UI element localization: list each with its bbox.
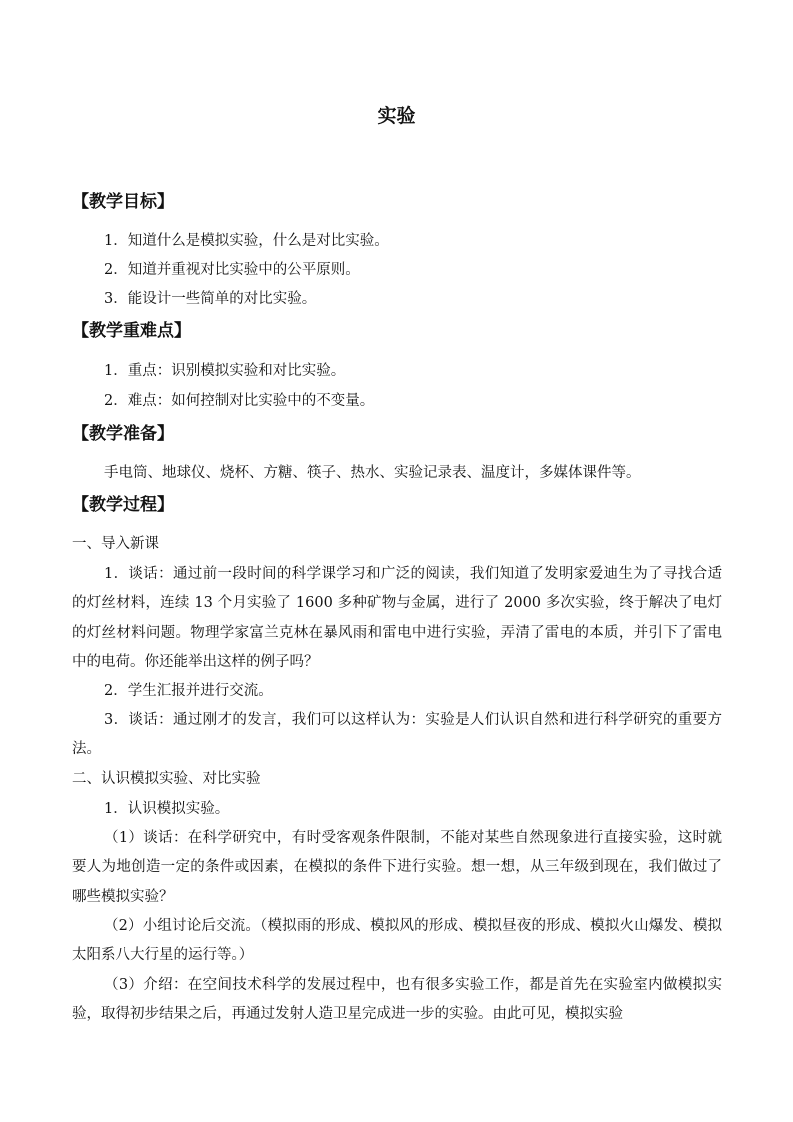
section-2-paragraph-2: （1）谈话：在科学研究中，有时受客观条件限制，不能对某些自然现象进行直接实验，这时就要人为地创造一定的条件或因素，在模拟的条件下进行实验。想一想，从三年级到现在，我们做过了哪些模拟实验？	[72, 830, 722, 905]
section-1-paragraph-2: 2．学生汇报并进行交流。	[104, 683, 273, 699]
keypoint-item-2: 2．难点：如何控制对比实验中的不变量。	[104, 393, 375, 409]
section-2-paragraph-1: 1．认识模拟实验。	[104, 801, 230, 817]
section-2-paragraph-4: （3）介绍：在空间技术科学的发展过程中，也有很多实验工作，都是首先在实验室内做模拟实验，取得初步结果之后，再通过发射人造卫星完成进一步的实验。由此可见，模拟实验	[72, 977, 722, 1023]
section-1-title: 一、导入新课	[72, 536, 159, 552]
keypoint-item-1: 1．重点：识别模拟实验和对比实验。	[104, 363, 346, 379]
section-1-paragraph-3: 3．谈话：通过刚才的发言，我们可以这样认为：实验是人们认识自然和进行科学研究的重要方法。	[72, 712, 722, 758]
prep-text: 手电筒、地球仪、烧杯、方糖、筷子、热水、实验记录表、温度计，多媒体课件等。	[104, 465, 641, 481]
goals-heading: 【教学目标】	[72, 192, 174, 212]
goal-item-1: 1．知道什么是模拟实验，什么是对比实验。	[104, 233, 389, 249]
goal-item-2: 2．知道并重视对比实验中的公平原则。	[104, 262, 360, 278]
process-heading: 【教学过程】	[72, 495, 174, 515]
keypoints-heading: 【教学重难点】	[72, 321, 191, 341]
goal-item-3: 3．能设计一些简单的对比实验。	[104, 291, 317, 307]
prep-heading: 【教学准备】	[72, 424, 174, 444]
section-1-paragraph-1: 1．谈话：通过前一段时间的科学课学习和广泛的阅读，我们知道了发明家爱迪生为了寻找合适的灯丝材料，连续 13 个月实验了 1600 多种矿物与金属，进行了 2000 多次实验，终于解决了电灯的灯丝材料问题。物理学家富兰克林在暴风雨和雷电中进行实验，弄清了雷电的本质，并引下了雷电中的电荷。你还能举出这样的例子吗？	[72, 566, 722, 671]
section-2-title: 二、认识模拟实验、对比实验	[72, 771, 261, 787]
section-2-paragraph-3: （2）小组讨论后交流。（模拟雨的形成、模拟风的形成、模拟昼夜的形成、模拟火山爆发、模拟太阳系八大行星的运行等。）	[72, 918, 722, 964]
page-title: 实验	[377, 105, 416, 127]
